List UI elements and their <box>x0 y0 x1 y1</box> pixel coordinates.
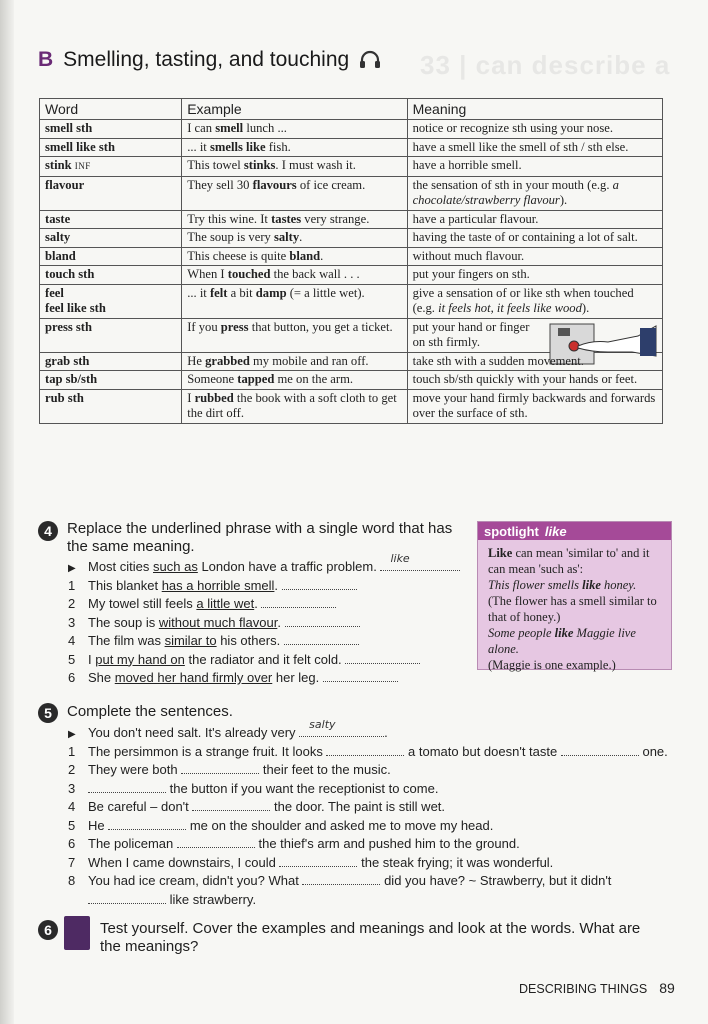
item-number: 8 <box>68 873 76 888</box>
item-text: the door. The paint is still wet. <box>270 799 446 814</box>
exercise-5-instruction: Complete the sentences. <box>67 703 233 720</box>
spotlight-header <box>478 522 671 540</box>
example-arrow-icon: ▶ <box>68 729 76 740</box>
meaning-cell <box>407 229 662 248</box>
word-text: tap sb/sth <box>45 372 98 386</box>
item-number: 3 <box>68 614 76 630</box>
table-row <box>40 176 663 210</box>
item-text: The soup is <box>88 614 159 630</box>
item-text: Be careful – don't <box>88 799 193 814</box>
underlined-phrase: without much flavour <box>158 614 278 630</box>
item-text: . <box>277 614 281 630</box>
item-text: She <box>88 670 115 685</box>
table-body <box>40 120 663 424</box>
exercise-4-instruction: Replace the underlined phrase with a single word that has the same meaning. <box>67 520 453 555</box>
table-row <box>40 389 663 423</box>
word-cell <box>40 138 182 157</box>
meaning-text: have a particular flavour. <box>412 211 539 226</box>
meaning-cell <box>407 210 662 229</box>
answer-blank[interactable] <box>88 891 166 904</box>
word-cell <box>40 157 182 177</box>
handwritten-answer: like <box>390 552 410 565</box>
word-text: press sth <box>45 319 93 334</box>
handwritten-answer: salty <box>309 718 336 731</box>
answer-blank[interactable] <box>345 651 420 664</box>
underlined-phrase: a little wet <box>196 596 255 611</box>
meaning-cell <box>407 157 662 177</box>
item-text: the thief's arm and pushed him to the ground. <box>254 836 520 851</box>
example-cell: ... it felt a bit damp (= a little wet). <box>182 284 407 318</box>
example-arrow-icon: ▶ <box>68 563 76 574</box>
meaning-text: have a horrible smell. <box>412 158 522 172</box>
exercise-item <box>68 817 493 835</box>
meaning-cell <box>407 266 662 285</box>
item-number: 7 <box>68 854 76 870</box>
exercise-item <box>68 743 668 761</box>
item-text: When I came downstairs, I could <box>88 854 280 870</box>
meaning-cell <box>407 318 662 352</box>
meaning-cell <box>407 138 662 157</box>
answer-blank[interactable] <box>261 595 336 608</box>
meaning-text: having the taste of or containing a lot of salt. <box>412 230 638 244</box>
item-number: 1 <box>68 577 76 593</box>
item-text: The persimmon is a strange fruit. It looks <box>88 743 327 759</box>
meaning-cell <box>407 371 662 390</box>
item-text: This blanket <box>88 577 162 593</box>
item-text: . <box>384 725 388 740</box>
item-number: 6 <box>68 670 76 685</box>
answer-blank[interactable] <box>279 854 357 867</box>
word-cell <box>40 229 182 248</box>
spotlight-body <box>478 540 671 673</box>
word-text: rub sth <box>45 390 84 405</box>
spotlight-label: spotlight <box>484 523 539 539</box>
underlined-phrase: similar to <box>164 633 217 648</box>
show-through-text: 33 | can describe a <box>420 50 671 80</box>
word-cell <box>40 266 182 285</box>
item-number: 4 <box>68 633 76 648</box>
table-row <box>40 247 663 266</box>
word-text: taste <box>45 211 71 226</box>
item-text: The policeman <box>88 836 177 851</box>
word-cell <box>40 210 182 229</box>
item-text: did you have? ~ Strawberry, but it didn't <box>380 873 612 888</box>
item-number: 2 <box>68 762 76 777</box>
spotlight-keyword: Like <box>488 546 513 560</box>
item-text: like strawberry. <box>166 891 257 907</box>
vocabulary-table <box>39 98 663 424</box>
word-text: touch sth <box>45 267 95 281</box>
column-header-meaning: Meaning <box>407 99 662 120</box>
item-text: You don't need salt. It's already very <box>88 725 300 740</box>
exercise-item <box>68 761 391 779</box>
item-text: . <box>254 596 258 611</box>
column-header-example: Example <box>182 99 407 120</box>
answer-blank[interactable] <box>108 817 186 830</box>
item-text: their feet to the music. <box>259 762 391 777</box>
meaning-cell <box>407 352 662 371</box>
example-cell: He grabbed my mobile and ran off. <box>182 352 407 371</box>
register-tag: INF <box>74 161 91 171</box>
page-footer <box>519 980 675 996</box>
example-item <box>68 718 388 742</box>
item-number: 3 <box>68 780 76 796</box>
answer-blank[interactable] <box>380 552 460 571</box>
exercise-6-instruction: Test yourself. Cover the examples and meanings and look at the words. What are the meanings? <box>100 920 641 955</box>
item-text: The film was <box>88 633 165 648</box>
meaning-cell <box>407 389 662 423</box>
exercise-item <box>68 577 357 595</box>
answer-blank[interactable] <box>561 743 639 756</box>
word-text: flavour <box>45 177 85 192</box>
spotlight-line <box>488 545 665 577</box>
item-text: London have a traffic problem. <box>197 559 377 574</box>
example-cell: They sell 30 flavours of ice cream. <box>182 176 407 210</box>
item-text: You had ice cream, didn't you? What <box>88 873 303 888</box>
spotlight-definition: can mean 'similar to' and it can mean 'such as': <box>488 546 650 576</box>
table-row <box>40 138 663 157</box>
item-text: the radiator and it felt cold. <box>184 651 342 667</box>
exercise-item <box>68 651 420 669</box>
table-row <box>40 318 663 352</box>
exercise-6-number: 6 <box>38 920 58 940</box>
notebook-icon <box>64 916 90 950</box>
exercise-4-items <box>68 552 468 688</box>
word-cell <box>40 352 182 371</box>
word-cell <box>40 247 182 266</box>
meaning-text: put your hand or finger on sth firmly. <box>412 319 530 349</box>
meaning-text: without much flavour. <box>412 248 525 263</box>
table-row <box>40 371 663 390</box>
answer-blank[interactable] <box>299 718 384 737</box>
item-number: 2 <box>68 596 76 611</box>
answer-blank[interactable] <box>88 780 166 793</box>
section-title: Smelling, tasting, and touching <box>63 48 350 71</box>
word-text: stink <box>45 158 72 172</box>
item-text: one. <box>638 743 668 759</box>
spotlight-word: like <box>544 523 567 539</box>
underlined-phrase: moved her hand firmly over <box>114 670 273 685</box>
item-number: 5 <box>68 817 76 833</box>
word-cell <box>40 176 182 210</box>
example-cell: This towel stinks. I must wash it. <box>182 157 407 177</box>
meaning-text: give a sensation of or like sth when touched (e.g. it feels hot, it feels like wood). <box>412 285 634 315</box>
word-cell <box>40 371 182 390</box>
answer-blank[interactable] <box>302 872 380 885</box>
item-text: Most cities <box>88 559 154 574</box>
footer-section-label: DESCRIBING THINGS <box>519 982 648 996</box>
meaning-cell <box>407 120 662 139</box>
word-cell <box>40 284 182 318</box>
exercise-item <box>68 780 438 798</box>
example-cell: When I touched the back wall . . . <box>182 266 407 285</box>
table-row <box>40 157 663 177</box>
item-text: My towel still feels <box>88 596 197 611</box>
exercise-item <box>68 891 256 909</box>
answer-blank[interactable] <box>323 669 398 682</box>
word-text: bland <box>45 248 76 263</box>
item-text: . <box>274 577 279 593</box>
answer-blank[interactable] <box>285 614 360 627</box>
exercise-item <box>68 614 360 632</box>
page-number: 89 <box>659 980 675 996</box>
item-text: They were both <box>88 762 182 777</box>
meaning-cell <box>407 284 662 318</box>
item-number: 4 <box>68 799 76 814</box>
item-number: 6 <box>68 836 76 851</box>
table-row <box>40 284 663 318</box>
headphones-icon[interactable] <box>359 50 381 70</box>
exercise-item <box>68 798 445 816</box>
underlined-phrase: has a horrible smell <box>161 577 275 593</box>
underlined-phrase: such as <box>153 559 198 574</box>
example-cell: I can smell lunch ... <box>182 120 407 139</box>
exercise-item <box>68 669 398 687</box>
column-header-word: Word <box>40 99 182 120</box>
item-text: a tomato but doesn't taste <box>404 743 561 759</box>
answer-blank[interactable] <box>177 835 255 848</box>
underlined-phrase: put my hand on <box>95 651 185 667</box>
example-item <box>68 552 460 576</box>
word-text: grab sth <box>45 353 90 368</box>
table-row <box>40 229 663 248</box>
word-text: salty <box>45 230 71 244</box>
example-cell: If you press that button, you get a ticket. <box>182 318 407 352</box>
item-text: I <box>88 651 96 667</box>
example-cell: This cheese is quite bland. <box>182 247 407 266</box>
word-text: smell like sth <box>45 139 115 154</box>
example-cell: Someone tapped me on the arm. <box>182 371 407 390</box>
meaning-text: take sth with a sudden movement. <box>412 353 584 368</box>
item-text: his others. <box>216 633 281 648</box>
word-cell <box>40 318 182 352</box>
example-cell: The soup is very salty. <box>182 229 407 248</box>
meaning-text: put your fingers on sth. <box>412 267 530 281</box>
item-text: the button if you want the receptionist to come. <box>166 780 439 796</box>
table-row <box>40 266 663 285</box>
answer-blank[interactable] <box>181 761 259 774</box>
spotlight-explanation-2: (Maggie is one example.) <box>488 658 616 672</box>
answer-blank[interactable] <box>192 798 270 811</box>
meaning-text: have a smell like the smell of sth / sth else. <box>412 139 629 154</box>
exercise-5-items <box>68 718 668 907</box>
meaning-cell <box>407 176 662 210</box>
answer-blank[interactable] <box>326 743 404 756</box>
section-letter: B <box>38 48 54 71</box>
spotlight-explanation-1: (The flower has a smell similar to that of honey.) <box>488 594 657 624</box>
word-text: smell sth <box>45 121 93 135</box>
word-cell <box>40 120 182 139</box>
spotlight-example-1: This flower smells like honey. <box>488 578 637 592</box>
section-heading <box>38 48 381 72</box>
meaning-text: move your hand firmly backwards and forwards over the surface of sth. <box>412 390 656 420</box>
meaning-text: the sensation of sth in your mouth (e.g. a chocolate/strawberry flavour). <box>412 177 619 207</box>
meaning-text: notice or recognize sth using your nose. <box>412 121 613 135</box>
item-text: the steak frying; it was wonderful. <box>357 854 554 870</box>
spotlight-example-2: Some people like Maggie live alone. <box>488 626 636 656</box>
exercise-5-number: 5 <box>38 703 58 723</box>
table-row <box>40 352 663 371</box>
meaning-cell <box>407 247 662 266</box>
exercise-item <box>68 595 336 613</box>
item-text: He <box>88 817 109 833</box>
example-cell: ... it smells like fish. <box>182 138 407 157</box>
exercise-item <box>68 872 611 890</box>
answer-blank[interactable] <box>282 577 357 590</box>
word-cell <box>40 389 182 423</box>
exercise-item <box>68 854 553 872</box>
exercise-4-number: 4 <box>38 521 58 541</box>
answer-blank[interactable] <box>284 632 359 645</box>
book-spine-shadow <box>0 0 14 1024</box>
example-cell: I rubbed the book with a soft cloth to get the dirt off. <box>182 389 407 423</box>
table-row <box>40 210 663 229</box>
item-text: her leg. <box>272 670 320 685</box>
table-row <box>40 120 663 139</box>
item-number: 5 <box>68 651 76 667</box>
exercise-item <box>68 632 359 650</box>
word-text: feel feel like sth <box>45 285 106 315</box>
item-text: me on the shoulder and asked me to move my head. <box>186 817 494 833</box>
table-header-row <box>40 99 663 120</box>
exercise-item <box>68 835 520 853</box>
spotlight-box <box>477 521 672 670</box>
item-number: 1 <box>68 743 76 759</box>
meaning-text: touch sb/sth quickly with your hands or feet. <box>412 372 638 386</box>
example-cell: Try this wine. It tastes very strange. <box>182 210 407 229</box>
